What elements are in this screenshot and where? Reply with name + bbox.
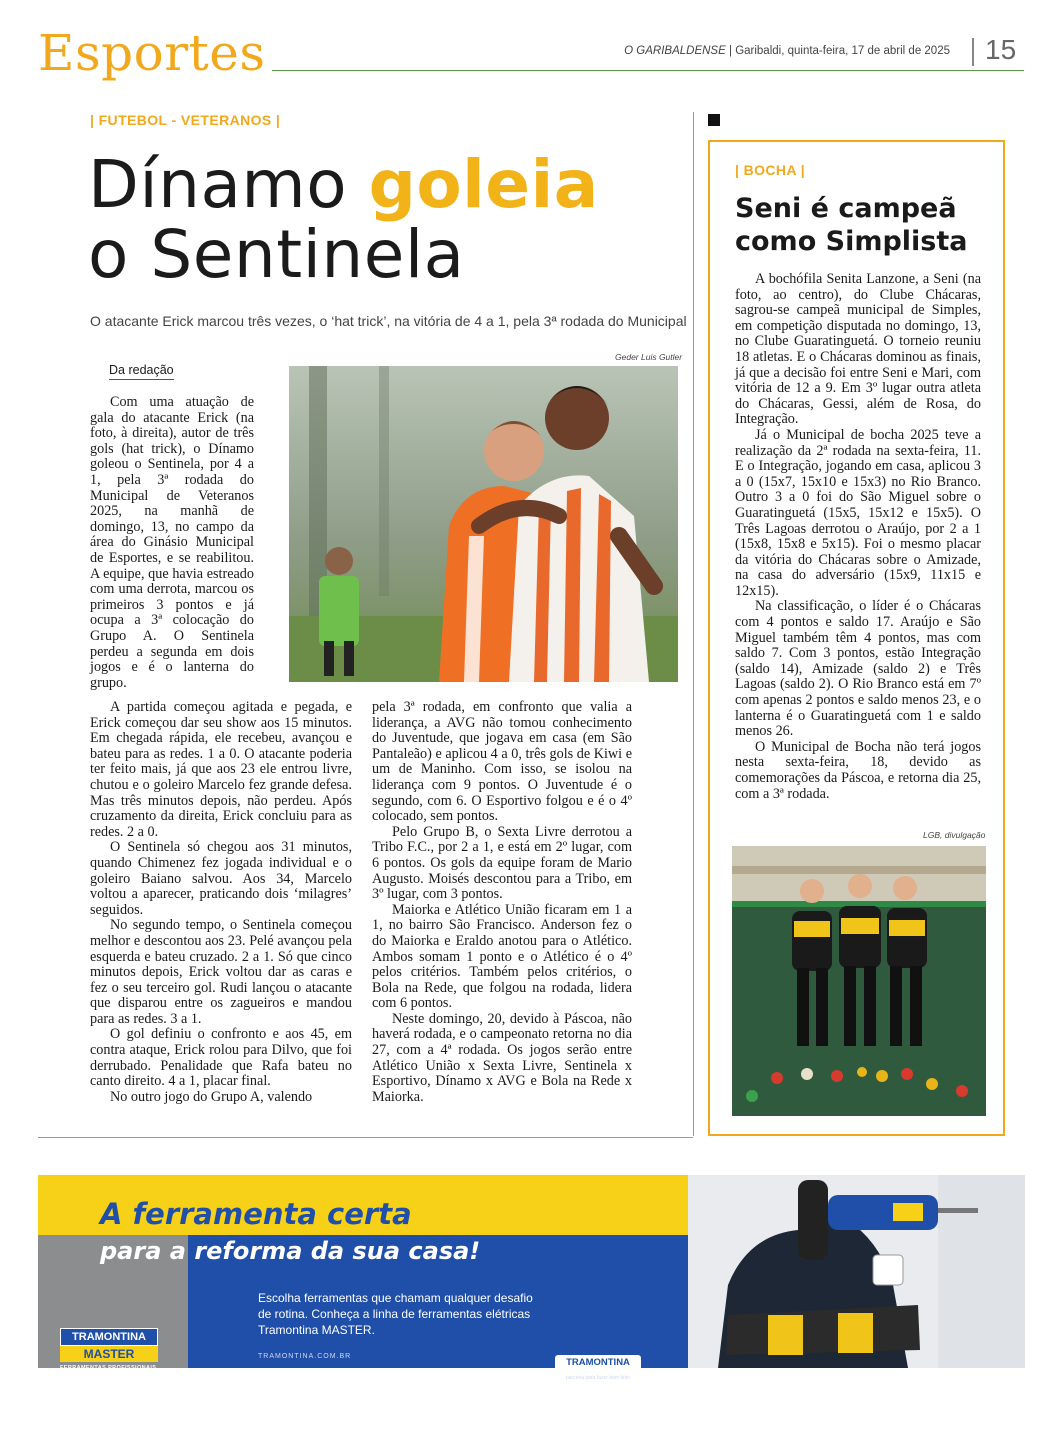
sidebar-photo [732,846,986,1116]
article-column-3 [372,700,632,1105]
soccer-players-photo [289,366,678,682]
headline-part2: o Sentinela [88,216,465,293]
logo-line-1: TRAMONTINA [60,1328,158,1346]
paragraph: No outro jogo do Grupo A, valendo [110,1088,313,1105]
sidebar-photo-credit: LGB, divulgação [923,830,986,840]
section-title: Esportes [38,24,266,82]
header-dateline [624,45,950,57]
paragraph: O Municipal de Bocha não terá jogos nesta sexta-feira, 18, devido as comemorações da Páscoa, e retorna dia 25, com a 3ª rodada. [735,738,981,802]
sidebar-body [735,272,981,802]
article-headline [88,146,599,293]
section-marker [708,114,720,126]
advertisement[interactable] [38,1175,1025,1381]
byline: Da redação [109,363,174,380]
header-rule [272,70,1024,71]
header-separator: | [728,45,732,57]
tramontina-brand-logo: TRAMONTINA [555,1355,641,1371]
ad-headline: A ferramenta certa [100,1197,412,1231]
paragraph: O gol definiu o confronto e aos 45, em contra ataque, Erick rolou para Dilvo, que foi derrubado. Penalidade que Rafa bateu no canto direito. 4 a 1, placar final. [90,1026,352,1090]
photo-credit: Geder Luis Gutler [615,352,683,362]
article-subhead: O atacante Erick marcou três vezes, o ‘hat trick’, na vitória de 4 a 1, pela 3ª rodada do Municipal [90,313,687,329]
column-divider [693,112,694,1136]
page-number-divider [972,38,974,66]
bocha-players-photo [732,846,986,1116]
paragraph: Pelo Grupo B, o Sexta Livre derrotou a Tribo F.C., por 2 a 1, e está em 2º lugar, com 6 pontos. Os gols da equipe foram de Mario Augusto. Moisés descontou para a Tribo, em 3º lugar, com 3 pontos. [372,823,632,903]
paragraph: pela 3ª rodada, em confronto que valia a liderança, a AVG não tomou conhecimento do Juventude, que jogava em casa (em São Pantaleão) e aplicou 4 a 0, três gols de Kiwi e um de Maninho. Com isso, se isolou na liderança com 9 pontos. O Juventude é o segundo, com 6. O Esportivo folgou e é o 4º colocado, sem pontos. [372,699,632,825]
paragraph: Na classificação, o líder é o Chácaras com 4 pontos e saldo 17. Araújo e São Miguel também têm 4 pontos, mas com saldo 7. Com 3 pontos, estão Integração (saldo 14), Amizade (saldo 2) e Três Lagoas (saldo 2). O Rio Branco está em 7º com apenas 2 pontos e saldo menos 23, e o lanterna é o Guaratinguetá com 1 e saldo menos 26. [735,598,981,740]
paragraph: Maiorka e Atlético União ficaram em 1 a 1, no bairro São Francisco. Anderson fez o do Maiorka e Eraldo anotou para o Atlético. Ambos somam 1 ponto e o Atlético é o 4º pelos critérios. Também pelos critérios, o Bola na Rede, que folgou na rodada, lidera com 6 pontos. [372,901,632,1012]
sidebar-kicker: | BOCHA | [735,162,806,178]
paragraph: Com uma atuação de gala do atacante Erick (na foto, à direita), autor de três gols (hat trick), o Dínamo goleou o Sentinela, por 4 a 1, pela 3ª rodada do Municipal de Veteranos 2025, na manhã de domingo, 13, no campo da área do Ginásio Municipal de Esportes, e se reabilitou. A equipe, que havia estreado com uma derrota, marcou os primeiros 3 pontos e já ocupa a 3ª colocação do Grupo A. O Sentinela perdeu a segunda em dois jogos e é o lanterna do grupo. [90,394,254,691]
logo-line-2: MASTER [60,1346,158,1362]
paragraph: A partida começou agitada e pegada, e Erick começou dar seu show aos 15 minutos. Em chegada rápida, ele recebeu, avançou e bateu para as redes. 1 a 0. O atacante poderia ter feito mais, já que aos 23 ele entrou livre, chutou e o goleiro Marcelo fez grande defesa. Mas três minutos depois, não perdeu. Após cruzamento da direita, Erick concluiu para as redes. 2 a 0. [90,699,352,840]
ad-tagline: parceria para fazer bem feito [566,1375,630,1381]
headline-highlight: goleia [368,146,599,223]
article-column-2 [90,700,352,1105]
paragraph: O Sentinela só chegou aos 31 minutos, quando Chimenez fez jogada individual e o goleiro Baiano salvou. Aos 34, Marcelo voltou a aparecer, praticando dois ‘milagres’ seguidos. [90,839,352,918]
article-column-1 [90,395,254,691]
tramontina-master-logo [60,1328,158,1371]
ad-subheadline: para a reforma da sua casa! [100,1237,481,1265]
page-number: 15 [985,34,1017,65]
paragraph: Neste domingo, 20, devido à Páscoa, não haverá rodada, e o campeonato retorna no dia 27, com a 4ª rodada. Os jogos serão entre Atlético União x Sexta Livre, Sentinela x Esportivo, Dínamo x AVG e Bola na Rede x Maiorka. [372,1010,632,1105]
ad-worker-photo [688,1175,1025,1368]
article-bottom-rule [38,1137,693,1138]
dateline: Garibaldi, quinta-feira, 17 de abril de 2025 [735,45,950,57]
article-kicker: | FUTEBOL - VETERANOS | [90,112,281,128]
ad-url[interactable]: TRAMONTINA.COM.BR [258,1353,352,1360]
paragraph: A bochófila Senita Lanzone, a Seni (na foto, ao centro), do Clube Chácaras, sagrou-se campeã municipal de Simples, em competição disputada no domingo, 13, no Clube Guaratinguetá. O torneio reuniu 18 atletas. E o Chácaras dominou as finais, já que a decisão foi entre Seni e Mari, com vitória de 12 a 9. Em 3º lugar outra atleta do Chácaras, Gessi, além de Rosa, do Integração. [735,271,981,428]
sidebar-headline: Seni é campeã como Simplista [735,193,968,257]
paragraph: No segundo tempo, o Sentinela começou melhor e descontou aos 23. Pelé avançou pela esquerda e bateu cruzado. 2 a 1. Só que cinco minutos depois, Erick voltou dar as caras e fez o seu terceiro gol. Rudi lançou o atacante que disparou entre os zagueiros e mandou para as redes. 3 a 1. [90,917,352,1027]
logo-line-3: FERRAMENTAS PROFISSIONAIS [60,1365,157,1371]
paragraph: Já o Municipal de bocha 2025 teve a realização da 2ª rodada na sexta-feira, 11. E o Integração, jogando em casa, aplicou 3 a 0 (15x7, 15x10 e 15x3) no Rio Branco. Outro 3 a 0 foi do São Miguel sobre o Guaratinguetá (15x5, 15x12 e 15x5). O Três Lagoas derrotou o Araújo, por 2 a 1 (15x8, 15x8 e 5x15). Foi o mesmo placar da vitória do Chácaras sobre o Amizade, na casa do adversário (15x9, 11x15 e 12x15). [735,426,981,599]
ad-copy: Escolha ferramentas que chamam qualquer desafio de rotina. Conheça a linha de ferramentas elétricas Tramontina MASTER. [258,1291,533,1337]
article-photo [289,366,678,682]
headline-part1: Dínamo [88,146,369,223]
publication-name: O GARIBALDENSE [624,45,726,57]
